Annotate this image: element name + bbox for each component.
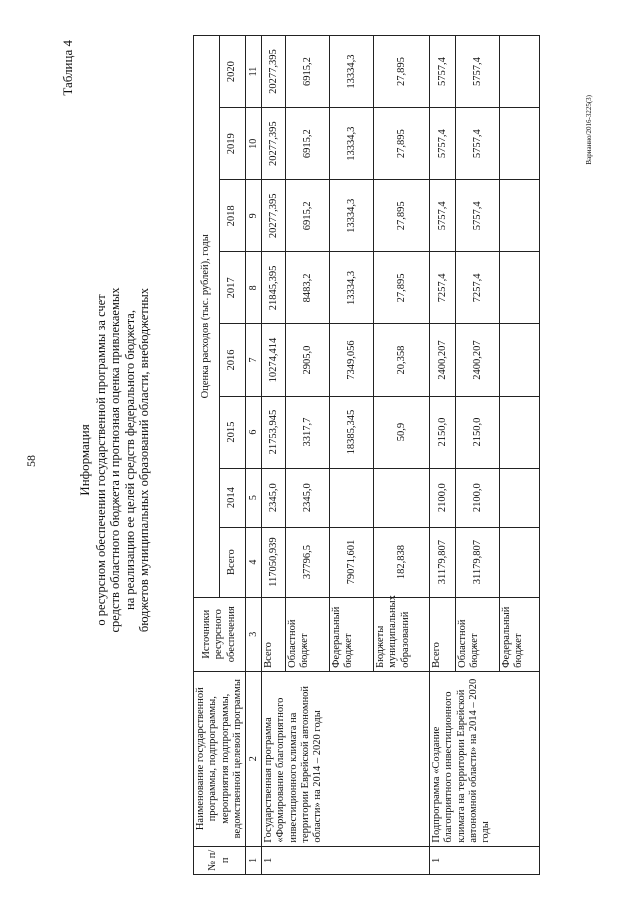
value-cell bbox=[500, 324, 540, 396]
column-number: 10 bbox=[246, 108, 262, 180]
header-year: 2019 bbox=[220, 108, 246, 180]
header-year: 2016 bbox=[220, 324, 246, 396]
value-cell: 5757,4 bbox=[456, 36, 500, 108]
value-cell: 20277,395 bbox=[262, 108, 286, 180]
value-cell: 6915,2 bbox=[286, 180, 330, 252]
value-cell bbox=[500, 252, 540, 324]
value-cell: 27,895 bbox=[374, 36, 430, 108]
value-cell: 27,895 bbox=[374, 180, 430, 252]
value-cell bbox=[500, 396, 540, 468]
title-line: средств областного бюджета и прогнозная оценка привлекаемых bbox=[108, 287, 123, 633]
header-row bbox=[194, 36, 220, 875]
value-cell: 13334,3 bbox=[330, 252, 374, 324]
value-cell: 79071,601 bbox=[330, 527, 374, 597]
value-cell bbox=[500, 527, 540, 597]
footer-code: Варианно/2016-3225(3) bbox=[585, 95, 593, 165]
value-cell: 2100,0 bbox=[456, 468, 500, 527]
value-cell: 2905,0 bbox=[286, 324, 330, 396]
program-name: Подпрограмма «Создание благоприятного инвестиционного климата на территории Еврейской автономной области» на 2014 – 2020 годы bbox=[430, 671, 540, 846]
value-cell: 2345,0 bbox=[262, 468, 286, 527]
column-number: 5 bbox=[246, 468, 262, 527]
page-number: 58 bbox=[24, 455, 38, 467]
row-number: 1 bbox=[430, 846, 540, 874]
value-cell: 117050,939 bbox=[262, 527, 286, 597]
value-cell: 27,895 bbox=[374, 252, 430, 324]
value-cell: 2345,0 bbox=[286, 468, 330, 527]
header-no: № п/п bbox=[194, 846, 246, 874]
value-cell: 2100,0 bbox=[430, 468, 456, 527]
value-cell: 5757,4 bbox=[456, 108, 500, 180]
header-total: Всего bbox=[220, 527, 246, 597]
value-cell: 20,358 bbox=[374, 324, 430, 396]
value-cell bbox=[330, 468, 374, 527]
value-cell: 7349,056 bbox=[330, 324, 374, 396]
value-cell bbox=[500, 36, 540, 108]
value-cell: 5757,4 bbox=[430, 108, 456, 180]
value-cell: 3317,7 bbox=[286, 396, 330, 468]
value-cell: 13334,3 bbox=[330, 108, 374, 180]
title-line: бюджетов муниципальных образований области, внебюджетных bbox=[137, 287, 152, 633]
title-line: Информация bbox=[77, 424, 92, 496]
title-line: о ресурсном обеспечении государственной программы за счет bbox=[93, 294, 108, 626]
value-cell: 13334,3 bbox=[330, 180, 374, 252]
title-line: на реализацию ее целей средств федерального бюджета, bbox=[122, 310, 137, 610]
value-cell: 20277,395 bbox=[262, 180, 286, 252]
header-estimate: Оценка расходов (тыс. рублей), годы bbox=[194, 36, 220, 598]
value-cell bbox=[374, 468, 430, 527]
value-cell: 6915,2 bbox=[286, 36, 330, 108]
header-year: 2020 bbox=[220, 36, 246, 108]
value-cell bbox=[500, 108, 540, 180]
value-cell bbox=[500, 180, 540, 252]
table-row bbox=[262, 36, 286, 875]
value-cell bbox=[500, 468, 540, 527]
value-cell: 20277,395 bbox=[262, 36, 286, 108]
table-row bbox=[430, 36, 456, 875]
value-cell: 6915,2 bbox=[286, 108, 330, 180]
column-number: 4 bbox=[246, 527, 262, 597]
column-number-row bbox=[246, 36, 262, 875]
value-cell: 31179,807 bbox=[430, 527, 456, 597]
value-cell: 10274,414 bbox=[262, 324, 286, 396]
header-year: 2017 bbox=[220, 252, 246, 324]
value-cell: 182,838 bbox=[374, 527, 430, 597]
header-year: 2015 bbox=[220, 396, 246, 468]
program-name: Государственная программа «Формирование благоприятного инвестиционного климата на территории Еврейской автономной области» на 2014 – 2020 годы bbox=[262, 671, 430, 846]
value-cell: 2400,207 bbox=[456, 324, 500, 396]
source-cell: Федеральный бюджет bbox=[500, 597, 540, 671]
value-cell: 50,9 bbox=[374, 396, 430, 468]
source-cell: Областной бюджет bbox=[456, 597, 500, 671]
value-cell: 2150,0 bbox=[456, 396, 500, 468]
value-cell: 21753,945 bbox=[262, 396, 286, 468]
value-cell: 31179,807 bbox=[456, 527, 500, 597]
source-cell: Всего bbox=[430, 597, 456, 671]
column-number: 6 bbox=[246, 396, 262, 468]
source-cell: Областной бюджет bbox=[286, 597, 330, 671]
value-cell: 8483,2 bbox=[286, 252, 330, 324]
value-cell: 2150,0 bbox=[430, 396, 456, 468]
column-number: 9 bbox=[246, 180, 262, 252]
document-title bbox=[78, 245, 152, 675]
value-cell: 2400,207 bbox=[430, 324, 456, 396]
header-year: 2014 bbox=[220, 468, 246, 527]
value-cell: 21845,395 bbox=[262, 252, 286, 324]
value-cell: 7257,4 bbox=[456, 252, 500, 324]
value-cell: 37796,5 bbox=[286, 527, 330, 597]
table-label: Таблица 4 bbox=[60, 40, 75, 96]
value-cell: 27,895 bbox=[374, 108, 430, 180]
column-number: 2 bbox=[246, 671, 262, 846]
value-cell: 13334,3 bbox=[330, 36, 374, 108]
column-number: 8 bbox=[246, 252, 262, 324]
row-number: 1 bbox=[262, 846, 430, 874]
source-cell: Федеральный бюджет bbox=[330, 597, 374, 671]
column-number: 3 bbox=[246, 597, 262, 671]
value-cell: 18385,345 bbox=[330, 396, 374, 468]
value-cell: 5757,4 bbox=[456, 180, 500, 252]
column-number: 7 bbox=[246, 324, 262, 396]
column-number: 1 bbox=[246, 846, 262, 874]
header-source: Источники ресурсного обеспечения bbox=[194, 597, 246, 671]
resource-table bbox=[193, 35, 540, 875]
header-year: 2018 bbox=[220, 180, 246, 252]
column-number: 11 bbox=[246, 36, 262, 108]
value-cell: 5757,4 bbox=[430, 36, 456, 108]
source-cell: Всего bbox=[262, 597, 286, 671]
source-cell: Бюджеты муниципальных образований bbox=[374, 597, 430, 671]
value-cell: 5757,4 bbox=[430, 180, 456, 252]
header-name: Наименование государственной программы, подпрограммы, мероприятия подпрограммы, ведомственной целевой программы bbox=[194, 671, 246, 846]
value-cell: 7257,4 bbox=[430, 252, 456, 324]
